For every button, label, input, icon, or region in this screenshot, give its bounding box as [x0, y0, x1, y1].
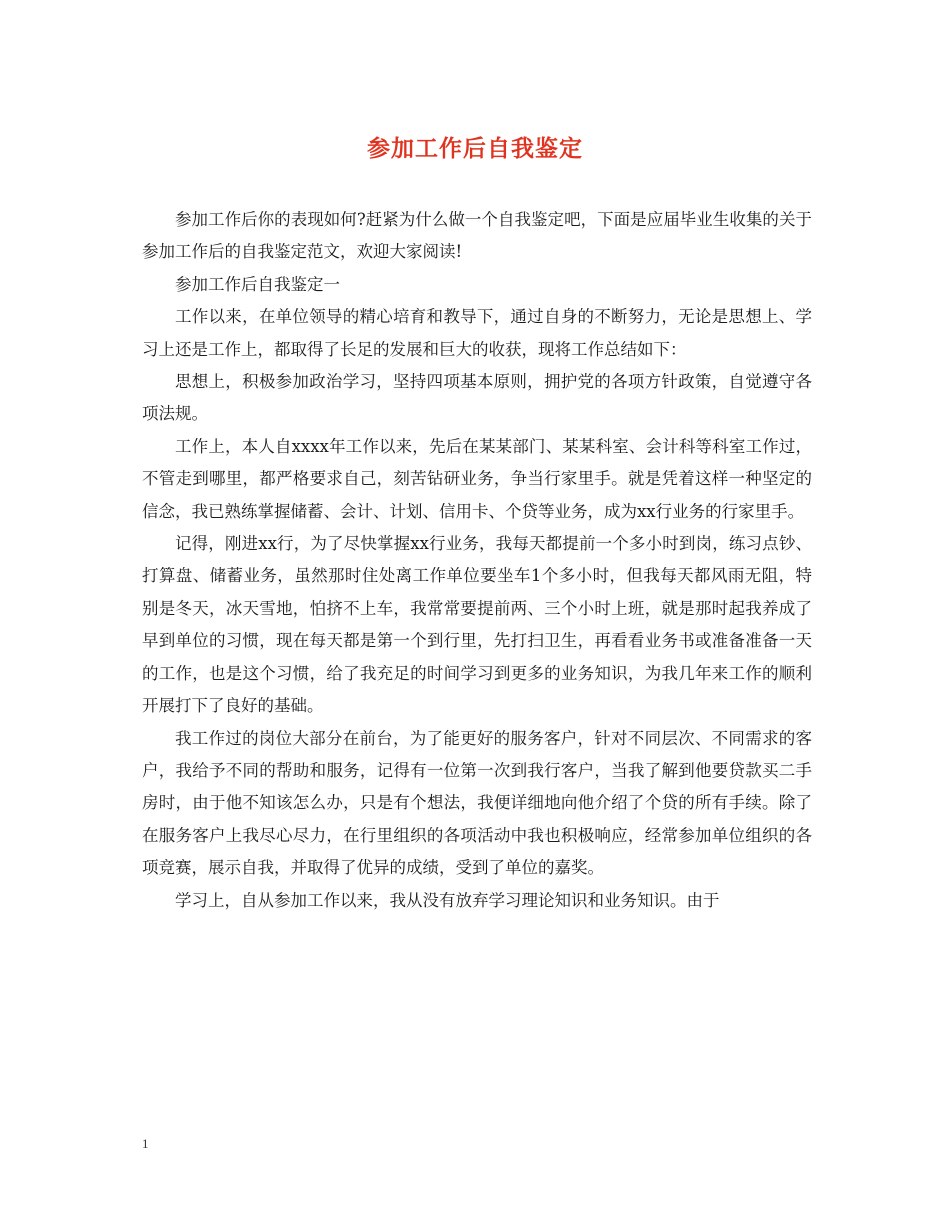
section-heading: 参加工作后自我鉴定一 — [175, 274, 340, 294]
document-body — [142, 204, 812, 917]
paragraph-service: 我工作过的岗位大部分在前台，为了能更好的服务客户，针对不同层次、不同需求的客户，我给予不同的帮助和服务，记得有一位第一次到我行客户，当我了解到他要贷款买二手房时，由于他不知该怎么办，只是有个想法，我便详细地向他介绍了个贷的所有手续。除了在服务客户上我尽心尽力，在行里组织的各项活动中我也积极响应，经常参加单位组织的各项竞赛，展示自我，并取得了优异的成绩，受到了单位的嘉奖。 — [142, 728, 812, 878]
paragraph-intro: 参加工作后你的表现如何?赶紧为什么做一个自我鉴定吧，下面是应届毕业生收集的关于参加工作后的自我鉴定范文，欢迎大家阅读! — [142, 210, 812, 262]
paragraph-study: 学习上，自从参加工作以来，我从没有放弃学习理论知识和业务知识。由于 — [175, 890, 720, 910]
paragraph-summary: 工作以来，在单位领导的精心培育和教导下，通过自身的不断努力，无论是思想上、学习上还是工作上，都取得了长足的发展和巨大的收获，现将工作总结如下： — [142, 307, 812, 359]
paragraph-memory: 记得，刚进xx行，为了尽快掌握xx行业务，我每天都提前一个多小时到岗，练习点钞、打算盘、储蓄业务，虽然那时住处离工作单位要坐车1个多小时，但我每天都风雨无阻，特别是冬天，冰天雪地，怕挤不上车，我常常要提前两、三个小时上班，就是那时起我养成了早到单位的习惯，现在每天都是第一个到行里，先打扫卫生，再看看业务书或准备准备一天的工作，也是这个习惯，给了我充足的时间学习到更多的业务知识，为我几年来工作的顺利开展打下了良好的基础。 — [142, 534, 812, 716]
document-title: 参加工作后自我鉴定 — [367, 135, 583, 162]
paragraph-work: 工作上，本人自xxxx年工作以来，先后在某某部门、某某科室、会计科等科室工作过，不管走到哪里，都严格要求自己，刻苦钻研业务，争当行家里手。就是凭着这样一种坚定的信念，我已熟练掌握储蓄、会计、计划、信用卡、个贷等业务，成为xx行业务的行家里手。 — [142, 436, 812, 521]
paragraph-ideology: 思想上，积极参加政治学习，坚持四项基本原则，拥护党的各项方针政策，自觉遵守各项法规。 — [142, 372, 812, 424]
page-number: 1 — [142, 1136, 149, 1151]
